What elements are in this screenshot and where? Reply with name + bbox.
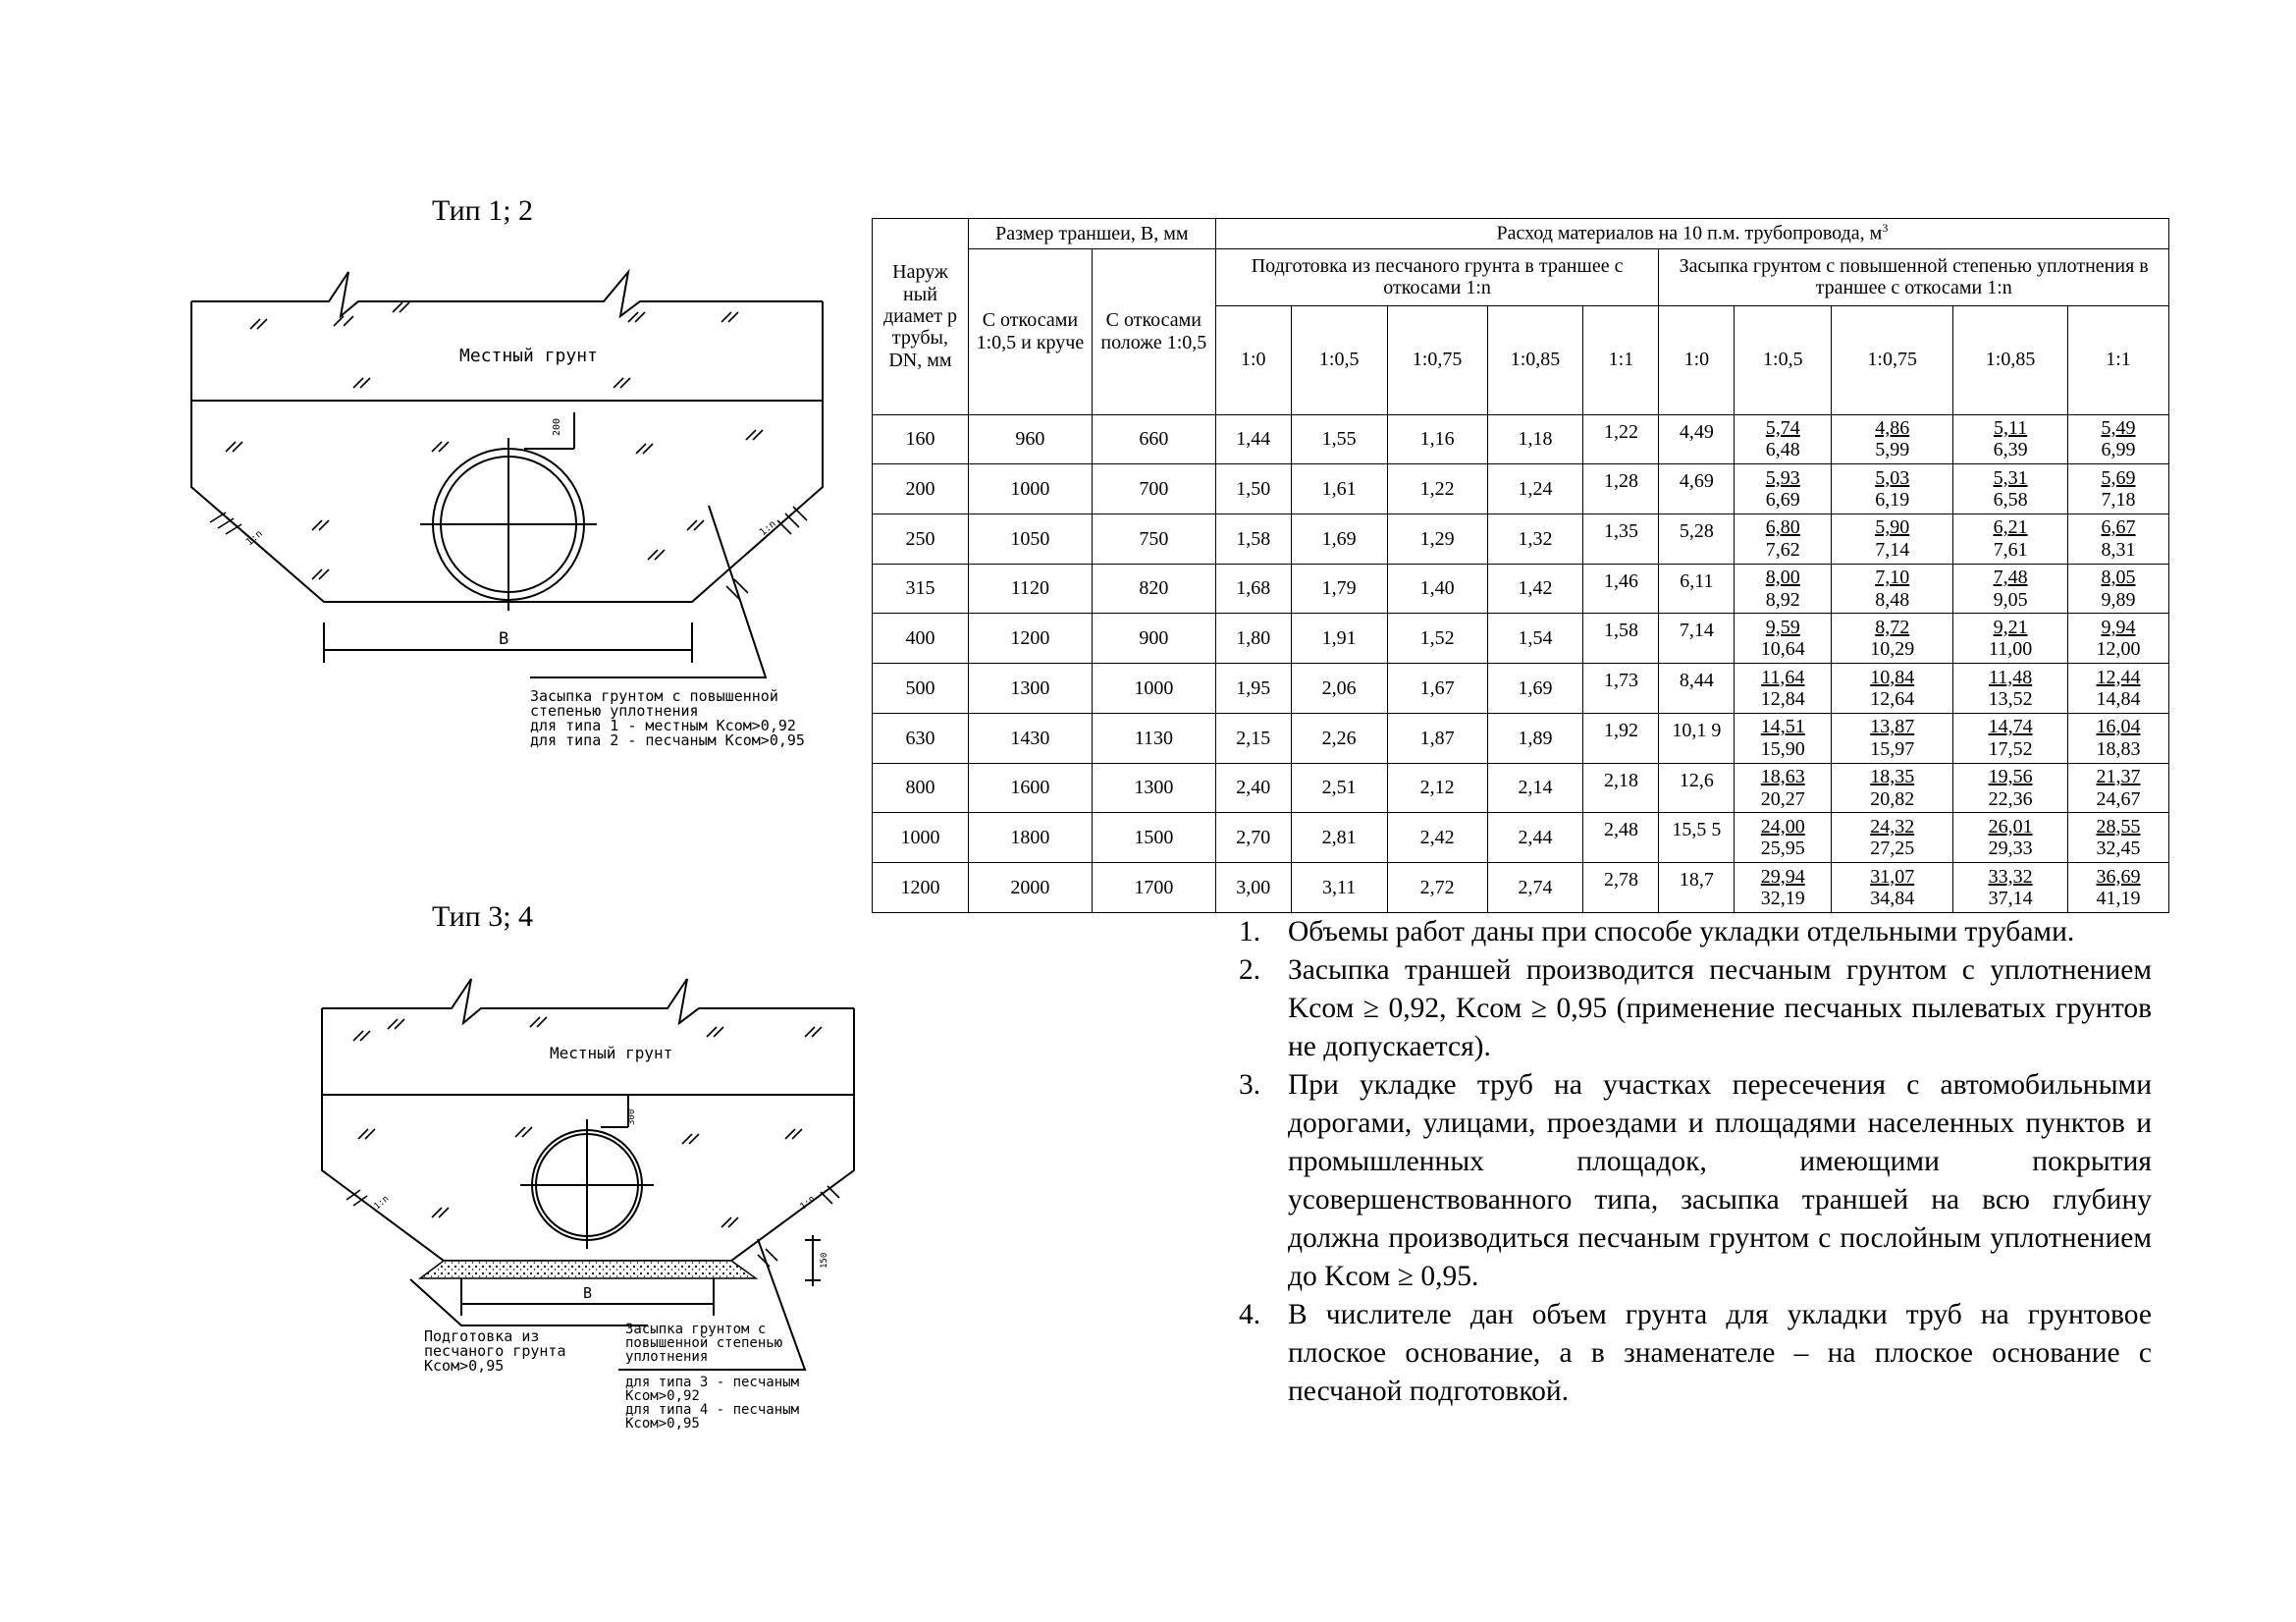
denominator: 6,19: [1875, 489, 1910, 512]
table-cell: 4,69: [1659, 464, 1735, 514]
numerator: 8,05: [2101, 567, 2136, 589]
table-cell: 1,18: [1487, 414, 1583, 464]
table-cell: 200: [873, 464, 969, 514]
table-cell: [2068, 713, 2169, 763]
table-cell: [1735, 614, 1832, 664]
table-cell: 1200: [968, 614, 1092, 664]
note-right-line-3: уплотнения: [625, 1349, 709, 1365]
denominator: 12,84: [1760, 688, 1805, 711]
table-body: [873, 414, 2169, 912]
table-row: [873, 414, 2169, 464]
table-cell: 2,18: [1583, 763, 1659, 813]
denominator: 29,33: [1988, 838, 2033, 860]
numerator: 21,37: [2096, 766, 2141, 788]
table-cell: [1735, 763, 1832, 813]
table-cell: 1,35: [1583, 514, 1659, 564]
numerator: 7,48: [1993, 567, 2028, 589]
table-cell: [1832, 863, 1953, 913]
ground-label-2: Местный грунт: [550, 1044, 673, 1062]
numerator: 5,74: [1765, 416, 1800, 439]
table-cell: [1832, 713, 1953, 763]
denominator: 15,97: [1870, 737, 1915, 760]
numerator: 14,51: [1760, 716, 1805, 738]
denominator: 17,52: [1988, 737, 2033, 760]
denominator: 8,92: [1765, 588, 1800, 611]
note-right-line-5: Kсом>0,92: [625, 1388, 700, 1404]
denominator: 6,99: [2101, 439, 2136, 461]
numerator: 5,90: [1875, 516, 1910, 539]
slope-header: 1:0,85: [1953, 305, 2068, 414]
table-cell: 1,61: [1291, 464, 1387, 514]
table-cell: 2,26: [1291, 713, 1387, 763]
slope-header: 1:1: [1583, 305, 1659, 414]
table-cell: 1,29: [1387, 514, 1487, 564]
table-row: [873, 813, 2169, 863]
header-steep: С откосами 1:0,5 и круче: [968, 249, 1092, 414]
denominator: 15,90: [1760, 737, 1805, 760]
sand-bed: [420, 1261, 756, 1278]
width-label: B: [499, 629, 509, 649]
table-cell: 7,14: [1659, 614, 1735, 664]
note-right-line-4: для типа 3 - песчаным: [625, 1375, 800, 1390]
table-cell: 900: [1092, 614, 1215, 664]
numerator: 6,67: [2101, 516, 2136, 539]
table-cell: 1700: [1092, 863, 1215, 913]
numerator: 5,49: [2101, 416, 2136, 439]
table-cell: 960: [968, 414, 1092, 464]
note-line-3: для типа 1 - местным Kсом>0,92: [530, 717, 796, 734]
table-cell: 1,87: [1387, 713, 1487, 763]
table-cell: 1,22: [1387, 464, 1487, 514]
table-cell: 1050: [968, 514, 1092, 564]
numerator: 12,44: [2096, 666, 2141, 688]
denominator: 6,39: [1993, 439, 2028, 461]
numerator: 9,94: [2101, 616, 2136, 638]
table-cell: [2068, 863, 2169, 913]
table-cell: 1120: [968, 564, 1092, 614]
table-cell: 2,12: [1387, 763, 1487, 813]
denominator: 10,29: [1870, 638, 1915, 661]
table-cell: 2,40: [1215, 763, 1291, 813]
table-cell: [2068, 464, 2169, 514]
table-cell: 1500: [1092, 813, 1215, 863]
table-cell: [1735, 464, 1832, 514]
denominator: 12,00: [2096, 638, 2141, 661]
numerator: 5,11: [1993, 416, 2028, 439]
denominator: 20,82: [1870, 787, 1915, 810]
table-cell: 1800: [968, 813, 1092, 863]
slope-header: 1:0,85: [1487, 305, 1583, 414]
table-cell: [2068, 614, 2169, 664]
header-consumption: Расход материалов на 10 п.м. трубопровода, $м^3$: [1215, 219, 2168, 249]
numerator: 8,72: [1875, 616, 1910, 638]
table-cell: 2,06: [1291, 664, 1387, 714]
table-row: [873, 863, 2169, 913]
note-item: 1. Объемы работ даны при способе укладки отдельными трубами.: [1239, 916, 2075, 947]
ground-label: Местный грунт: [459, 346, 598, 366]
table-cell: 8,44: [1659, 664, 1735, 714]
note-item: 2. Засыпка траншей производится песчаным грунтом с уплотнением Kсом ≥ 0,92, Kсом ≥ 0,95 (применение песчаных пылеватых грунтов не допускается).: [1239, 954, 2152, 1062]
table-cell: 1,58: [1583, 614, 1659, 664]
table-cell: 1,89: [1487, 713, 1583, 763]
table-cell: [1832, 514, 1953, 564]
table-cell: 2,81: [1291, 813, 1387, 863]
table-cell: [1953, 564, 2068, 614]
table-cell: 800: [873, 763, 969, 813]
table-cell: 500: [873, 664, 969, 714]
slope-header: 1:0: [1659, 305, 1735, 414]
note-line-2: степенью уплотнения: [530, 702, 699, 720]
table-cell: 3,11: [1291, 863, 1387, 913]
denominator: 7,62: [1765, 538, 1800, 561]
table-cell: 2,42: [1387, 813, 1487, 863]
table-cell: 2,51: [1291, 763, 1387, 813]
slope-right-label: 1:n: [757, 518, 778, 539]
table-cell: [1953, 514, 2068, 564]
numerator: 11,64: [1761, 666, 1805, 688]
table-cell: 820: [1092, 564, 1215, 614]
numerator: 5,03: [1875, 466, 1910, 489]
table-cell: [2068, 813, 2169, 863]
denominator: 20,27: [1760, 787, 1805, 810]
numerator: 6,80: [1765, 516, 1800, 539]
denominator: 6,69: [1765, 489, 1800, 512]
table-cell: 15,5 5: [1659, 813, 1735, 863]
table-row: [873, 464, 2169, 514]
denominator: 5,99: [1875, 439, 1910, 461]
table-cell: 10,1 9: [1659, 713, 1735, 763]
table-cell: [1735, 664, 1832, 714]
table-cell: 1,79: [1291, 564, 1387, 614]
slope-header: 1:0,5: [1291, 305, 1387, 414]
numerator: 13,87: [1870, 716, 1915, 738]
width-label-2: B: [583, 1284, 593, 1302]
materials-table: [872, 218, 2169, 913]
table-cell: 250: [873, 514, 969, 564]
table-cell: 1,46: [1583, 564, 1659, 614]
table-cell: [2068, 514, 2169, 564]
slope-left-label-2: 1:n: [372, 1194, 392, 1213]
table-cell: [1953, 763, 2068, 813]
denominator: 18,83: [2096, 737, 2141, 760]
table-cell: 1,40: [1387, 564, 1487, 614]
numerator: 6,21: [1993, 516, 2028, 539]
note-right-line-1: Засыпка грунтом с: [625, 1322, 767, 1337]
note-right-line-2: повышенной степенью: [625, 1335, 783, 1351]
slope-header: 1:0,5: [1735, 305, 1832, 414]
denominator: 9,05: [1993, 588, 2028, 611]
numerator: 26,01: [1988, 815, 2033, 838]
denominator: 9,89: [2101, 588, 2136, 611]
caption-type-1-2: Тип 1; 2: [432, 194, 534, 227]
table-cell: 1,52: [1387, 614, 1487, 664]
numerator: 24,32: [1870, 815, 1915, 838]
denominator: 10,64: [1760, 638, 1805, 661]
table-cell: [1832, 614, 1953, 664]
table-cell: [1953, 713, 2068, 763]
numerator: 5,31: [1993, 466, 2028, 489]
table-cell: 2,70: [1215, 813, 1291, 863]
denominator: 32,45: [2096, 838, 2141, 860]
denominator: 32,19: [1760, 888, 1805, 910]
table-row: [873, 763, 2169, 813]
numerator: 10,84: [1870, 666, 1915, 688]
table-cell: 1000: [873, 813, 969, 863]
table-row: [873, 664, 2169, 714]
note-right-line-7: Kсом>0,95: [625, 1416, 700, 1432]
table-cell: 1,24: [1487, 464, 1583, 514]
denominator: 7,14: [1875, 538, 1910, 561]
table-cell: 12,6: [1659, 763, 1735, 813]
table-cell: [1832, 464, 1953, 514]
denominator: 41,19: [2096, 888, 2141, 910]
note-left-line-1: Подготовка из: [424, 1327, 540, 1345]
denominator: 37,14: [1988, 888, 2033, 910]
table-cell: [2068, 414, 2169, 464]
caption-type-3-4: Тип 3; 4: [432, 900, 534, 933]
table-cell: 2,78: [1583, 863, 1659, 913]
numerator: 18,63: [1760, 766, 1805, 788]
denominator: 12,64: [1870, 688, 1915, 711]
table-cell: 1,73: [1583, 664, 1659, 714]
numerator: 4,86: [1875, 416, 1910, 439]
table-cell: 1,69: [1487, 664, 1583, 714]
numerator: 31,07: [1870, 865, 1915, 888]
table-cell: 1,95: [1215, 664, 1291, 714]
table-cell: 18,7: [1659, 863, 1735, 913]
numerator: 5,93: [1765, 466, 1800, 489]
table-cell: [1953, 614, 2068, 664]
header-prep: Подготовка из песчаного грунта в траншее с откосами 1:n: [1215, 249, 1659, 306]
numerator: 16,04: [2096, 716, 2141, 738]
numerator: 9,59: [1765, 616, 1800, 638]
table-cell: [1735, 713, 1832, 763]
table-cell: 6,11: [1659, 564, 1735, 614]
table-cell: 2,15: [1215, 713, 1291, 763]
table-cell: 1300: [1092, 763, 1215, 813]
table-cell: 315: [873, 564, 969, 614]
table-row: [873, 614, 2169, 664]
table-cell: 2,44: [1487, 813, 1583, 863]
table-cell: 1000: [1092, 664, 1215, 714]
numerator: 9,21: [1993, 616, 2028, 638]
table-cell: 2,14: [1487, 763, 1583, 813]
numerator: 18,35: [1870, 766, 1915, 788]
table-row: [873, 514, 2169, 564]
note-left-line-3: Kсом>0,95: [424, 1357, 505, 1375]
dim-bed-label: 150: [820, 1252, 829, 1269]
table-cell: 1,32: [1487, 514, 1583, 564]
table-cell: 700: [1092, 464, 1215, 514]
denominator: 14,84: [2096, 688, 2141, 711]
denominator: 34,84: [1870, 888, 1915, 910]
table-cell: 1200: [873, 863, 969, 913]
denominator: 8,48: [1875, 588, 1910, 611]
table-cell: [1953, 813, 2068, 863]
table-cell: [2068, 664, 2169, 714]
table-cell: [1735, 514, 1832, 564]
table-cell: [1953, 414, 2068, 464]
slope-header: 1:1: [2068, 305, 2169, 414]
table-cell: 400: [873, 614, 969, 664]
table-cell: [1953, 863, 2068, 913]
notes-list: [1239, 913, 2152, 1411]
table-cell: [1832, 564, 1953, 614]
numerator: 24,00: [1760, 815, 1805, 838]
table-cell: 1,58: [1215, 514, 1291, 564]
table-cell: 660: [1092, 414, 1215, 464]
table-cell: 1,91: [1291, 614, 1387, 664]
note-right-line-6: для типа 4 - песчаным: [625, 1402, 800, 1418]
table-cell: [1832, 414, 1953, 464]
denominator: 8,31: [2101, 538, 2136, 561]
table-row: [873, 713, 2169, 763]
table-cell: 1,22: [1583, 414, 1659, 464]
table-cell: 1,80: [1215, 614, 1291, 664]
denominator: 25,95: [1760, 838, 1805, 860]
table-cell: 1130: [1092, 713, 1215, 763]
table-cell: 1,50: [1215, 464, 1291, 514]
numerator: 36,69: [2096, 865, 2141, 888]
table-cell: 1,28: [1583, 464, 1659, 514]
slope-header: 1:0: [1215, 305, 1291, 414]
note-item: 3. При укладке труб на участках пересечения с автомобильными дорогами, улицами, проездами и площадями населенных пунктов и промышленных площадок, имеющими покрытия усовершенствованного типа, засыпка траншей на всю глубину должна производиться песчаным грунтом с послойным уплотнением до Kсом ≥ 0,95.: [1239, 1069, 2152, 1292]
table-cell: [1735, 813, 1832, 863]
table-cell: [1735, 863, 1832, 913]
numerator: 7,10: [1875, 567, 1910, 589]
table-row: [873, 564, 2169, 614]
table-cell: [2068, 564, 2169, 614]
denominator: 6,48: [1765, 439, 1800, 461]
note-line-4: для типа 2 - песчаным Kсом>0,95: [530, 731, 805, 749]
numerator: 19,56: [1988, 766, 2033, 788]
table-cell: 1,44: [1215, 414, 1291, 464]
denominator: 22,36: [1988, 787, 2033, 810]
numerator: 33,32: [1988, 865, 2033, 888]
table-cell: 4,49: [1659, 414, 1735, 464]
table-cell: 160: [873, 414, 969, 464]
table-cell: 2,48: [1583, 813, 1659, 863]
denominator: 7,61: [1993, 538, 2028, 561]
table-cell: [1953, 464, 2068, 514]
numerator: 5,69: [2101, 466, 2136, 489]
table-cell: 630: [873, 713, 969, 763]
table-cell: 1,54: [1487, 614, 1583, 664]
table-cell: 1,67: [1387, 664, 1487, 714]
table-cell: 2000: [968, 863, 1092, 913]
table-cell: [1735, 414, 1832, 464]
table-cell: 1,42: [1487, 564, 1583, 614]
header-fill: Засыпка грунтом с повышенной степенью уплотнения в траншее с откосами 1:n: [1659, 249, 2169, 306]
table-cell: [1735, 564, 1832, 614]
table-cell: 1,55: [1291, 414, 1387, 464]
slope-header: 1:0,75: [1832, 305, 1953, 414]
table-cell: 5,28: [1659, 514, 1735, 564]
denominator: 7,18: [2101, 489, 2136, 512]
dim-offset-label-2: 300: [627, 1108, 637, 1125]
denominator: 11,00: [1988, 638, 2033, 661]
table-cell: 1300: [968, 664, 1092, 714]
table-cell: 1,16: [1387, 414, 1487, 464]
denominator: 6,58: [1993, 489, 2028, 512]
header-trench-size: Размер траншеи, B, мм: [968, 219, 1215, 249]
table-cell: [1832, 813, 1953, 863]
slope-right-label-2: 1:n: [798, 1194, 818, 1213]
slope-header: 1:0,75: [1387, 305, 1487, 414]
note-left-line-2: песчаного грунта: [424, 1342, 566, 1360]
numerator: 8,00: [1765, 567, 1800, 589]
table-cell: 1,92: [1583, 713, 1659, 763]
numerator: 29,94: [1760, 865, 1805, 888]
table-cell: 3,00: [1215, 863, 1291, 913]
table-cell: [1953, 664, 2068, 714]
table-cell: 1430: [968, 713, 1092, 763]
note-line-1: Засыпка грунтом с повышенной: [530, 687, 778, 705]
table-cell: 2,74: [1487, 863, 1583, 913]
table-cell: 1000: [968, 464, 1092, 514]
denominator: 27,25: [1870, 838, 1915, 860]
table-cell: 1,68: [1215, 564, 1291, 614]
table-cell: 750: [1092, 514, 1215, 564]
table-cell: [1832, 763, 1953, 813]
numerator: 14,74: [1988, 716, 2033, 738]
header-gentle: С откосами положе 1:0,5: [1092, 249, 1215, 414]
table-cell: 1,69: [1291, 514, 1387, 564]
numerator: 11,48: [1988, 666, 2033, 688]
table-cell: 1600: [968, 763, 1092, 813]
table-cell: [1832, 664, 1953, 714]
table-cell: [2068, 763, 2169, 813]
slope-left-label: 1:n: [243, 528, 265, 549]
denominator: 24,67: [2096, 787, 2141, 810]
denominator: 13,52: [1988, 688, 2033, 711]
note-item: 4. В числителе дан объем грунта для укладки труб на грунтовое плоское основание, а в знаменателе – на плоское основание с песчаной подготовкой.: [1239, 1299, 2152, 1407]
header-dn: Наруж ный диамет р трубы, DN, мм: [873, 219, 969, 415]
numerator: 28,55: [2096, 815, 2141, 838]
dim-offset-label: 200: [552, 417, 562, 436]
table-cell: 2,72: [1387, 863, 1487, 913]
